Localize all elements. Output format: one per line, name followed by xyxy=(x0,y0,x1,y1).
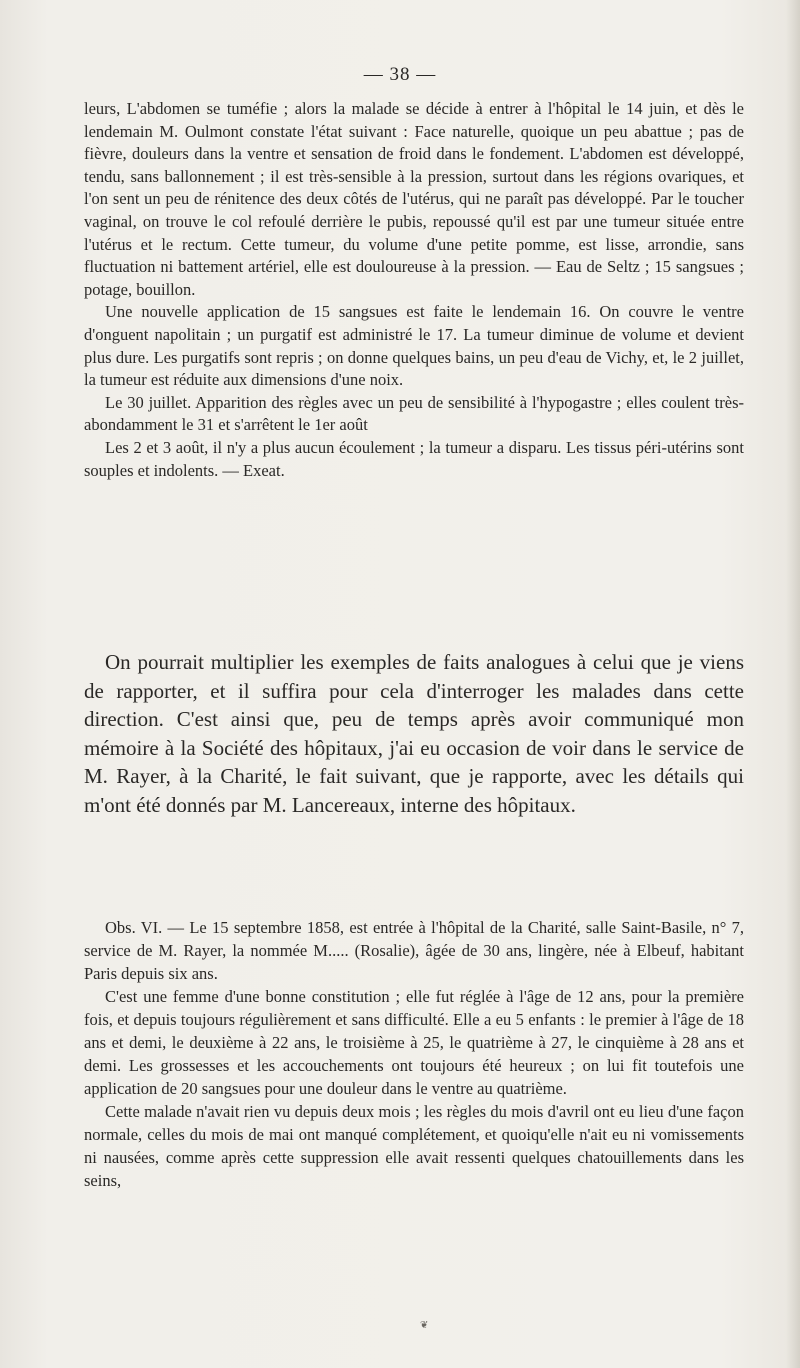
ornament-mark: ❦ xyxy=(420,1320,429,1331)
case-paragraph-1: leurs, L'abdomen se tuméfie ; alors la malade se décide à entrer à l'hôpital le 14 juin, et dès le lendemain M. Oulmont constate l'état suivant : Face naturelle, quoique un peu abattue ; pas de fièvre, douleurs dans la ventre et sensation de froid dans le fondement. L'abdomen est développé, tendu, sans ballonnement ; il est très-sensible à la pression, surtout dans les régions ovariques, et l'on sent un peu de rénitence des deux côtés de l'utérus, qui ne paraît pas développé. Par le toucher vaginal, on trouve le col refoulé derrière le pubis, repoussé qu'il est par une tumeur située entre l'utérus et le rectum. Cette tumeur, du volume d'une petite pomme, est lisse, arrondie, sans fluctuation ni battement artériel, elle est douloureuse à la pression. — Eau de Seltz ; 15 sangsues ; potage, bouillon. xyxy=(84,99,744,299)
observation-section xyxy=(84,916,744,1192)
commentary-paragraph: On pourrait multiplier les exemples de faits analogues à celui que je viens de rapporter, et il suffira pour cela d'interroger les malades dans cette direction. C'est ainsi que, peu de temps après avoir communiqué mon mémoire à la Société des hôpitaux, j'ai eu occasion de voir dans le service de M. Rayer, à la Charité, le fait suivant, que je rapporte, avec les détails qui m'ont été donnés par M. Lancereaux, interne des hôpitaux. xyxy=(84,650,744,817)
page-edge-shadow xyxy=(786,0,800,1368)
observation-heading-paragraph: Obs. VI. — Le 15 septembre 1858, est entrée à l'hôpital de la Charité, salle Saint-Basile, n° 7, service de M. Rayer, la nommée M..... (Rosalie), âgée de 30 ans, lingère, née à Elbeuf, habitant Paris depuis six ans. xyxy=(84,918,744,983)
case-paragraph-2: Une nouvelle application de 15 sangsues est faite le lendemain 16. On couvre le ventre d'onguent napolitain ; un purgatif est administré le 17. La tumeur diminue de volume et devient plus dure. Les purgatifs sont repris ; on donne quelques bains, un peu d'eau de Vichy, et, le 2 juillet, la tumeur est réduite aux dimensions d'une noix. xyxy=(84,302,744,390)
case-paragraph-3: Le 30 juillet. Apparition des règles avec un peu de sensibilité à l'hypogastre ; elles coulent très-abondamment le 31 et s'arrêtent le 1er août xyxy=(84,392,744,435)
page-number: — 38 — xyxy=(363,64,437,85)
case-continuation-section xyxy=(84,98,744,482)
commentary-section xyxy=(84,648,744,820)
observation-paragraph-3: Cette malade n'avait rien vu depuis deux mois ; les règles du mois d'avril ont eu lieu d'une façon normale, celles du mois de mai ont manqué complétement, et quoiqu'elle n'ait eu ni vomissements ni nausées, comme après cette suppression elle avait ressenti quelques chatouillements dans les seins, xyxy=(84,1102,744,1190)
observation-paragraph-2: C'est une femme d'une bonne constitution ; elle fut réglée à l'âge de 12 ans, pour la première fois, et depuis toujours régulièrement et sans difficulté. Elle a eu 5 enfants : le premier à l'âge de 18 ans et demi, le deuxième à 22 ans, le troisième à 25, le quatrième à 27, le cinquième à 28 ans et demi. Les grossesses et les accouchements ont toujours été heureux ; on lui fit toutefois une application de 20 sangsues pour une douleur dans le ventre au quatrième. xyxy=(84,987,744,1098)
case-paragraph-4: Les 2 et 3 août, il n'y a plus aucun écoulement ; la tumeur a disparu. Les tissus péri-utérins sont souples et indolents. — Exeat. xyxy=(84,437,744,480)
